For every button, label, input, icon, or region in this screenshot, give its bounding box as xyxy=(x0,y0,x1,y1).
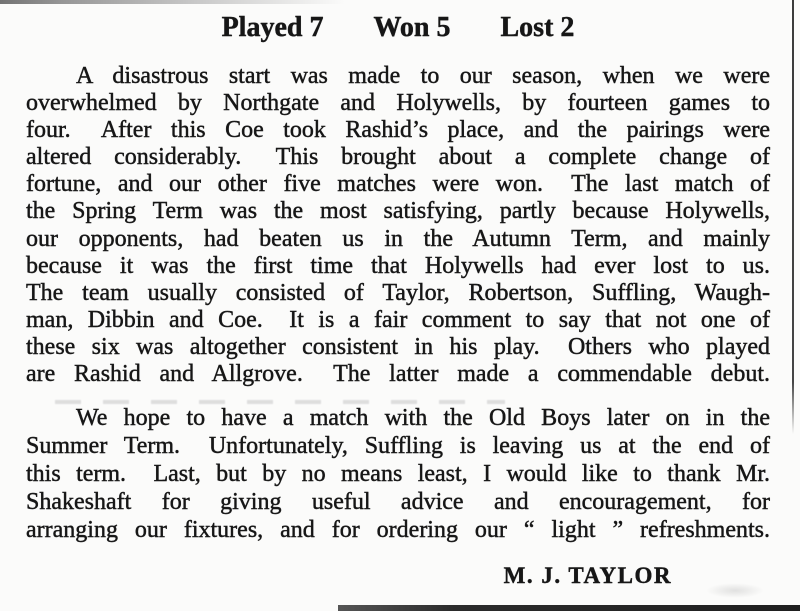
text-line: arranging our fixtures, and for ordering our “ light ” refreshments. xyxy=(26,517,770,544)
text-line: the Spring Term was the most satisfying, partly because Holywells, xyxy=(26,198,770,225)
stat-won: Won 5 xyxy=(373,12,451,43)
text-line: A disastrous start was made to our season, when we were xyxy=(76,63,770,89)
scan-artifact-bottom-bar xyxy=(338,605,800,611)
text-line: altered considerably. This brought about a complete change of xyxy=(26,144,770,171)
match-record-heading xyxy=(26,13,770,43)
scan-artifact-right-line xyxy=(792,0,794,434)
text-line: because it was the first time that Holywells had ever lost to us. xyxy=(26,252,770,279)
season-report-paragraph xyxy=(26,63,770,388)
text-line: our opponents, had beaten us in the Autumn Term, and mainly xyxy=(26,225,770,252)
text-line: four. After this Coe took Rashid’s place, and the pairings were xyxy=(26,117,770,144)
text-line: these six was altogether consistent in his play. Others who played xyxy=(26,333,770,360)
stat-lost: Lost 2 xyxy=(500,12,575,43)
text-line: this term. Last, but by no means least, I would like to thank Mr. xyxy=(26,461,770,488)
text-line: man, Dibbin and Coe. It is a fair comment to say that not one of xyxy=(26,306,770,333)
text-line: Shakeshaft for giving useful advice and encouragement, for xyxy=(26,489,770,516)
closing-paragraph xyxy=(26,404,770,544)
text-line: fortune, and our other five matches were won. The last match of xyxy=(26,171,770,198)
text-line: overwhelmed by Northgate and Holywells, by fourteen games to xyxy=(26,90,770,117)
report-content xyxy=(26,0,770,589)
stat-played: Played 7 xyxy=(221,12,324,43)
author-signature: M. J. TAYLOR xyxy=(503,563,672,589)
text-line: are Rashid and Allgrove. The latter made a commendable debut. xyxy=(26,361,770,388)
text-line: We hope to have a match with the Old Boys later on in the xyxy=(76,405,770,432)
text-line: Summer Term. Unfortunately, Suffling is leaving us at the end of xyxy=(26,433,770,460)
text-line: The team usually consisted of Taylor, Robertson, Suffling, Waugh- xyxy=(26,279,770,306)
